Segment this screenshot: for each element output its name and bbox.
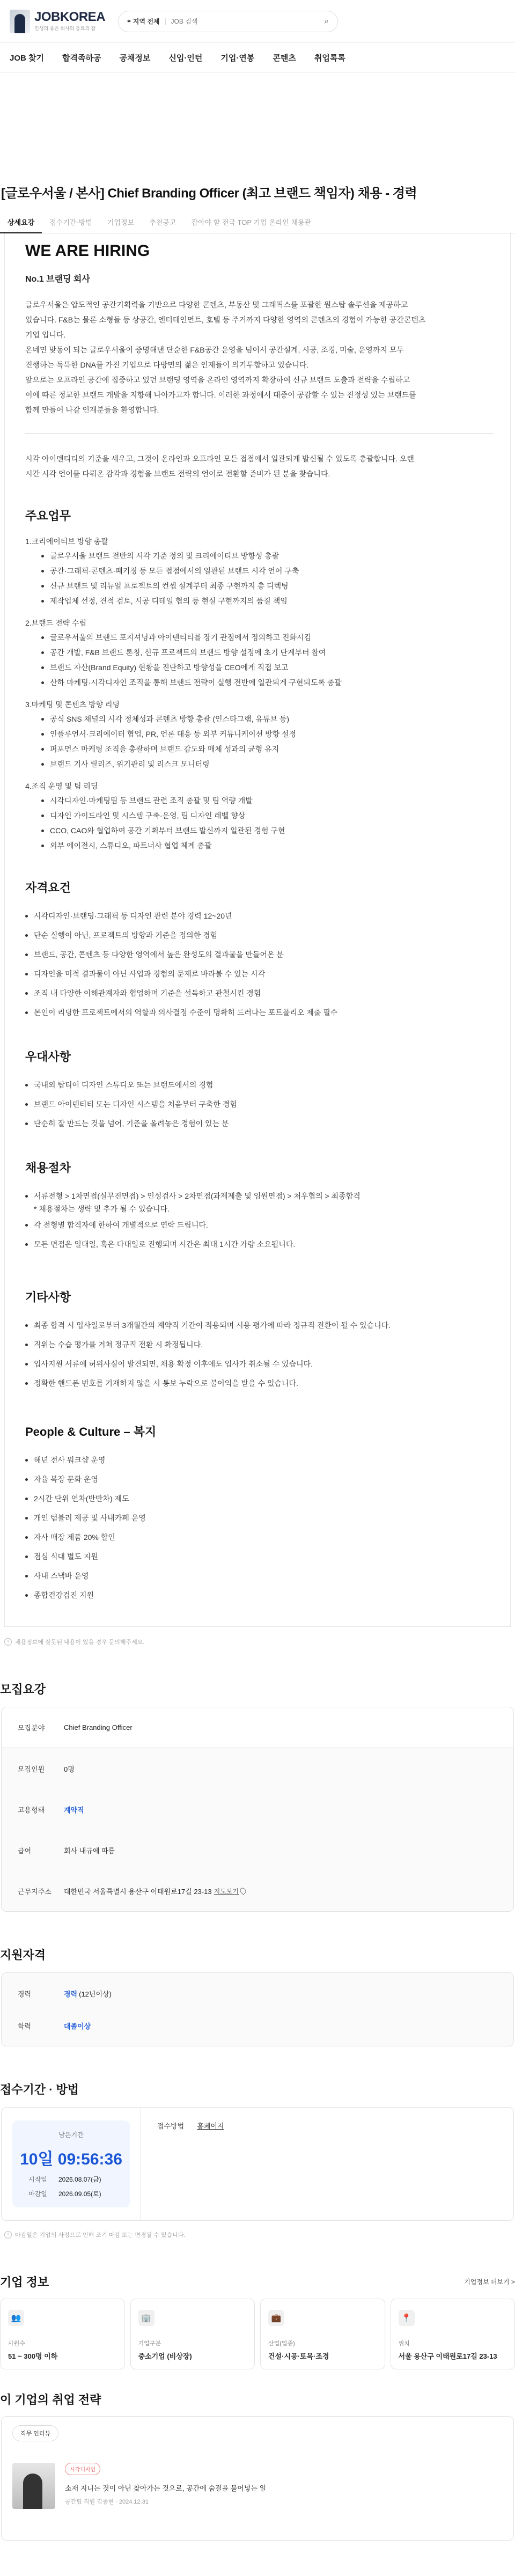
- intro-line: 기업 입니다.: [25, 331, 66, 339]
- end-date-row: [19, 2189, 123, 2198]
- list-item: 공간 개발, F&B 브랜드 론칭, 신규 프로젝트의 브랜드 방향 설정에 초기 단계부터 참여: [41, 645, 494, 660]
- period-heading: 접수기간 · 방법: [0, 2083, 79, 2096]
- hiring-headline: WE ARE HIRING: [25, 242, 150, 260]
- count-label: 모집인원: [18, 1765, 45, 1773]
- intro-paragraph: [25, 297, 494, 417]
- jobkorea-logo[interactable]: [10, 10, 105, 33]
- deadline-box: [12, 2120, 130, 2207]
- process-line: 서류전형 > 1차면접(실무진면접) > 인성검사 > 2차면접(과제제출 및 임원면접) > 처우협의 > 최종합격: [34, 1192, 360, 1200]
- summary-row-count: [2, 1748, 513, 1789]
- start-value: 2026.08.07(금): [58, 2176, 101, 2183]
- list-item: 브랜드 자산(Brand Equity) 현황을 진단하고 방향성을 CEO에게 직접 보고: [41, 660, 494, 675]
- card-value: 건설·시공·토목·조경: [268, 2352, 329, 2360]
- nav-company-salary[interactable]: 기업·연봉: [220, 54, 255, 63]
- strategy-item-title: 소재 지니는 것이 아닌 찾아가는 것으로, 공간에 숨결을 불어넣는 일: [65, 2484, 267, 2492]
- type-label: 고용형태: [18, 1806, 45, 1814]
- summary-row-field: [2, 1707, 513, 1748]
- preferred-list: [25, 1075, 494, 1133]
- list-item: 퍼포먼스 마케팅 조직을 총괄하며 브랜드 감도와 매체 성과의 균형 유지: [41, 742, 494, 757]
- intro2-line: 시간 시각 언어를 다뤄온 감각과 경험을 브랜드 전략의 언어로 전환할 준비가 된 분을 찾습니다.: [25, 469, 330, 478]
- list-item: 공식 SNS 채널의 시각 정체성과 콘텐츠 방향 총괄 (인스타그램, 유튜브 등): [41, 711, 494, 726]
- interview-thumbnail: [12, 2463, 55, 2509]
- list-item: 인플루언서·크리에이터 협업, PR, 언론 대응 등 외부 커뮤니케이션 방향 설정: [41, 726, 494, 742]
- list-item: 단순 실행이 아닌, 프로젝트의 방향과 기준을 정의한 경험: [25, 926, 494, 945]
- process-note: * 채용절차는 생략 및 추가 될 수 있습니다.: [34, 1205, 170, 1213]
- period-note-text: 마감일은 기업의 사정으로 인해 조기 마감 또는 변경될 수 있습니다.: [15, 2232, 186, 2239]
- duties-group-1: [25, 534, 494, 608]
- tab-period[interactable]: 접수기간·방법: [49, 218, 92, 226]
- search-icon[interactable]: ⌕: [324, 17, 329, 26]
- list-item: 신규 브랜드 및 리뉴얼 프로젝트의 컨셉 설계부터 최종 구현까지 총 디렉팅: [41, 578, 494, 593]
- nav-public-recruit[interactable]: 공채정보: [119, 54, 151, 63]
- map-link[interactable]: 지도보기: [214, 1887, 239, 1895]
- salary-label: 급여: [18, 1846, 32, 1855]
- logo-subtitle: 인생의 좋은 회사와 동료의 잡: [34, 26, 96, 31]
- end-label: 마감일: [28, 2190, 47, 2198]
- duty-group-title: 4.조직 운영 및 팀 리딩: [25, 782, 98, 790]
- method-homepage-link[interactable]: 홈페이지: [197, 2122, 224, 2130]
- field-value: Chief Branding Officer: [64, 1723, 133, 1731]
- report-error-note[interactable]: [4, 1638, 511, 1646]
- period-box: [1, 2107, 514, 2221]
- list-item: 사내 스낵바 운영: [25, 1566, 494, 1586]
- qualifications-heading: 자격요건: [25, 881, 71, 894]
- list-item: 브랜드 기사 릴리즈, 위기관리 및 리스크 모니터링: [41, 757, 494, 772]
- tab-detail[interactable]: 상세요강: [0, 212, 42, 233]
- card-label: 기업구분: [138, 2340, 161, 2347]
- subheadline: No.1 브랜딩 회사: [25, 275, 90, 284]
- exp-label: 경력: [18, 1990, 32, 1998]
- field-label: 모집분야: [18, 1724, 45, 1732]
- strategy-item[interactable]: [12, 2463, 503, 2509]
- intro2-line: 시각 아이덴티티의 기준을 세우고, 그것이 온라인과 오프라인 모든 접점에서 일관되게 발신될 수 있도록 총괄합니다. 오랜: [25, 454, 414, 463]
- list-item: 글로우서울 브랜드 전반의 시각 기준 정의 및 크리에이티브 방향성 총괄: [41, 548, 494, 563]
- briefcase-icon: 💼: [268, 2310, 284, 2326]
- search-bar[interactable]: [118, 11, 338, 32]
- edu-value: 대졸이상: [64, 2022, 91, 2030]
- card-label: 위치: [398, 2340, 410, 2347]
- etc-heading: 기타사항: [25, 1290, 71, 1304]
- list-item: 자율 복장 문화 운영: [25, 1470, 494, 1489]
- location-label: 근무지주소: [18, 1887, 52, 1896]
- location-pin-icon: ⌖: [127, 17, 131, 25]
- duty-group-title: 2.브랜드 전략 수립: [25, 619, 87, 627]
- list-item: 외부 에이전시, 스튜디오, 파트너사 협업 체계 총괄: [41, 838, 494, 853]
- list-item: 공간·그래픽·콘텐츠·패키징 등 모든 접점에서의 일관된 브랜드 시각 언어 구축: [41, 563, 494, 578]
- company-more-link[interactable]: 기업정보 더보기 >: [464, 2278, 515, 2286]
- welfare-list: [25, 1450, 494, 1605]
- list-item: 글로우서울의 브랜드 포지셔닝과 아이덴티티를 장기 관점에서 정의하고 진화시킴: [41, 630, 494, 645]
- list-item: 최종 합격 시 입사일로부터 3개월간의 계약직 기간이 적용되며 시용 평가에 따라 정규직 전환이 될 수 있습니다.: [25, 1316, 494, 1335]
- preferred-heading: 우대사항: [25, 1050, 71, 1063]
- period-note: [4, 2230, 511, 2239]
- list-item: 종합건강검진 지원: [25, 1586, 494, 1605]
- location-value: 대한민국 서울특별시 용산구 이태원로17길 23-13: [64, 1887, 212, 1896]
- info-icon: !: [4, 1638, 12, 1646]
- list-item: 제작업체 선정, 견적 검토, 시공 디테일 협의 등 현실 구현까지의 품질 책임: [41, 593, 494, 608]
- remain-label: 남은기간: [58, 2131, 84, 2139]
- search-divider: [165, 18, 166, 25]
- list-item: 산하 마케팅·시각디자인 조직을 통해 브랜드 전략이 실행 전반에 일관되게 구현되도록 총괄: [41, 675, 494, 690]
- duties-group-3: [25, 698, 494, 772]
- intro-line: 앞으로는 오프라인 공간에 집중하고 있던 브랜딩 영역을 온라인 영역까지 확장하여 신규 브랜드 도출과 전략을 수립하고: [25, 376, 410, 384]
- users-icon: 👥: [8, 2310, 24, 2326]
- qualification-box-heading: 지원자격: [0, 1948, 46, 1962]
- duties-group-4: [25, 779, 494, 853]
- main-nav: [0, 43, 515, 73]
- company-card-location: [391, 2299, 515, 2369]
- intro-line: 글로우서울은 압도적인 공간기획력을 기반으로 다양한 콘텐츠, 부동산 및 그래픽스를 포괄한 원스탑 솔루션을 제공하고: [25, 300, 408, 309]
- exp-years: (12년이상): [79, 1990, 112, 1998]
- list-item: 조직 내 다양한 이해관계자와 협업하며 기준을 설득하고 관철시킨 경험: [25, 984, 494, 1003]
- qualification-table: [1, 1972, 514, 2046]
- list-item: 자사 매장 제품 20% 할인: [25, 1528, 494, 1547]
- intro-line: 이에 따른 정교한 브랜드 개발을 지향해 나아가고자 합니다. 이러한 과정에서 대중이 공감할 수 있는 진정성 있는 브랜드를: [25, 391, 416, 399]
- list-item: 단순히 잘 만드는 것을 넘어, 기준을 올려놓은 경험이 있는 분: [25, 1114, 494, 1133]
- edu-label: 학력: [18, 2022, 32, 2030]
- list-item: 본인이 리딩한 프로젝트에서의 역할과 의사결정 수준이 명확히 드러나는 포트폴리오 제출 필수: [25, 1003, 494, 1022]
- list-item: 브랜드, 공간, 콘텐츠 등 다양한 영역에서 높은 완성도의 결과물을 만들어온 분: [25, 945, 494, 964]
- intro-line: 있습니다. F&B는 물론 소형들 등 상공간, 엔터테인먼트, 호텔 등 주거까지 다양한 영역의 콘텐츠의 경험이 가능한 공간콘텐츠: [25, 315, 426, 324]
- duty-group-title: 3.마케팅 및 콘텐츠 방향 리딩: [25, 700, 120, 709]
- start-date-row: [19, 2175, 123, 2184]
- job-detail-body: [4, 233, 511, 1627]
- list-item: 시각디자인·마케팅팀 등 브랜드 관련 조직 총괄 및 팀 역량 개발: [41, 793, 494, 808]
- list-item: [25, 1186, 494, 1215]
- welfare-heading: People & Culture – 복지: [25, 1425, 157, 1439]
- process-list: [25, 1186, 494, 1254]
- summary-table: [1, 1707, 514, 1912]
- intro2-paragraph: [25, 451, 494, 481]
- location-icon: 📍: [399, 2310, 415, 2326]
- nav-job-search[interactable]: JOB 찾기: [10, 54, 44, 63]
- strategy-item-meta: 공간팀 직원 김종현 · 2024.12.31: [65, 2499, 149, 2505]
- qual-row-exp: [2, 1977, 513, 2009]
- list-item: 국내외 탑티어 디자인 스튜디오 또는 브랜드에서의 경험: [25, 1075, 494, 1095]
- list-item: 브랜드 아이덴티티 또는 디자인 시스템을 처음부터 구축한 경험: [25, 1095, 494, 1114]
- logo-mark-icon: [10, 10, 30, 33]
- list-item: 각 전형별 합격자에 한하여 개별적으로 연락 드립니다.: [25, 1215, 494, 1235]
- strategy-box: [1, 2416, 514, 2541]
- intro-line: 진행하는 독특한 DNA를 가진 기업으로 다방면의 젊은 인재들이 의기투합하고 있습니다.: [25, 361, 309, 369]
- duties-heading: 주요업무: [25, 509, 71, 523]
- info-icon: !: [4, 2231, 12, 2239]
- duty-group-title: 1.크리에이티브 방향 총괄: [25, 537, 108, 546]
- qual-row-edu: [2, 2009, 513, 2042]
- salary-value: 회사 내규에 따름: [64, 1846, 115, 1855]
- summary-row-location: [2, 1870, 513, 1911]
- list-item: 모든 면접은 일대일, 혹은 다대일로 진행되며 시간은 최대 1시간 가량 소요됩니다.: [25, 1235, 494, 1254]
- intro-line: 온네면 맞동이 되는 글로우서울이 증명해낸 단순한 F&B공간 운영을 넘어서 공간설계, 시공, 조경, 미술, 운영까지 모두: [25, 346, 404, 354]
- type-value: 계약직: [64, 1806, 84, 1814]
- tab-company[interactable]: 기업정보: [107, 218, 135, 226]
- nav-talk[interactable]: 취업톡톡: [314, 54, 345, 63]
- intro-line: 함께 만들어 나갈 인재분들을 환영합니다.: [25, 406, 159, 414]
- summary-row-type: [2, 1789, 513, 1830]
- region-select[interactable]: [127, 17, 159, 26]
- process-heading: 채용절차: [25, 1161, 71, 1175]
- method-label: 접수방법: [157, 2122, 185, 2130]
- company-card-industry: [260, 2299, 385, 2369]
- strategy-tab-interview[interactable]: 직무 인터뷰: [12, 2425, 58, 2441]
- remain-countdown: 10일 09:56:36: [20, 2151, 122, 2168]
- count-value: 0명: [64, 1765, 75, 1773]
- company-cards: [0, 2299, 515, 2369]
- exp-value: 경력: [64, 1990, 78, 1998]
- search-input[interactable]: [171, 18, 319, 25]
- list-item: CCO, CAO와 협업하여 공간 기획부터 브랜드 발신까지 일관된 경험 구현: [41, 823, 494, 838]
- end-value: 2026.09.05(토): [58, 2190, 101, 2198]
- list-item: 직위는 수습 평가를 거쳐 정규직 전환 시 확정됩니다.: [25, 1335, 494, 1354]
- list-item: 디자인을 미적 결과물이 아닌 사업과 경험의 문제로 바라볼 수 있는 시각: [25, 964, 494, 984]
- list-item: 시각디자인·브랜딩·그래픽 등 디자인 관련 분야 경력 12~20년: [25, 906, 494, 926]
- logo-text: JOBKOREA: [34, 10, 106, 24]
- list-item: 입사지원 서류에 허위사실이 발견되면, 채용 확정 이후에도 입사가 취소될 수 있습니다.: [25, 1354, 494, 1374]
- company-card-employees: [0, 2299, 125, 2369]
- job-title: [글로우서울 / 본사] Chief Branding Officer (최고 브랜드 책임자) 채용 - 경력: [1, 186, 417, 201]
- etc-list: [25, 1316, 494, 1393]
- tab-recommend[interactable]: 추천공고: [149, 218, 176, 226]
- nav-contents[interactable]: 콘텐츠: [273, 54, 296, 63]
- card-label: 사원수: [8, 2340, 25, 2347]
- building-icon: 🏢: [138, 2310, 154, 2326]
- duties-group-2: [25, 616, 494, 690]
- company-heading: 기업 정보: [0, 2276, 49, 2289]
- nav-pass-story[interactable]: 합격족하공: [62, 54, 101, 63]
- card-value: 중소기업 (비상장): [138, 2352, 192, 2360]
- list-item: 디자인 가이드라인 및 시스템 구축·운영, 팀 디자인 레벨 향상: [41, 808, 494, 823]
- start-label: 시작일: [28, 2176, 47, 2183]
- map-pin-icon: [239, 1887, 247, 1895]
- list-item: 정확한 핸드폰 번호를 기재하지 않을 시 통보 누락으로 불이익을 받을 수 있습니다.: [25, 1374, 494, 1393]
- card-value: 서울 용산구 이태원로17길 23-13: [398, 2352, 497, 2360]
- tab-top-company[interactable]: 잡아야 할 전국 TOP 기업 온라인 채용관: [191, 218, 312, 226]
- summary-heading: 모집요강: [0, 1683, 46, 1696]
- card-label: 산업(업종): [268, 2340, 295, 2347]
- qualifications-list: [25, 906, 494, 1022]
- nav-entry-intern[interactable]: 신입·인턴: [168, 54, 203, 63]
- site-header: [0, 0, 515, 43]
- list-item: 해년 전사 워크샵 운영: [25, 1450, 494, 1470]
- strategy-heading: 이 기업의 취업 전략: [0, 2393, 101, 2406]
- detail-tabs: [0, 212, 515, 233]
- region-label: 지역 전체: [133, 18, 160, 25]
- strategy-tag: 시각디자인: [65, 2463, 100, 2475]
- report-error-text: 채용정보에 잘못된 내용이 있을 경우 문의해주세요.: [15, 1639, 145, 1646]
- list-item: 점심 식대 별도 지원: [25, 1547, 494, 1566]
- card-value: 51 ~ 300명 이하: [8, 2352, 58, 2360]
- summary-row-salary: [2, 1830, 513, 1870]
- list-item: 개인 텀블러 제공 및 사내카페 운영: [25, 1508, 494, 1528]
- company-card-type: [130, 2299, 255, 2369]
- list-item: 2시간 단위 연차(반반차) 제도: [25, 1489, 494, 1508]
